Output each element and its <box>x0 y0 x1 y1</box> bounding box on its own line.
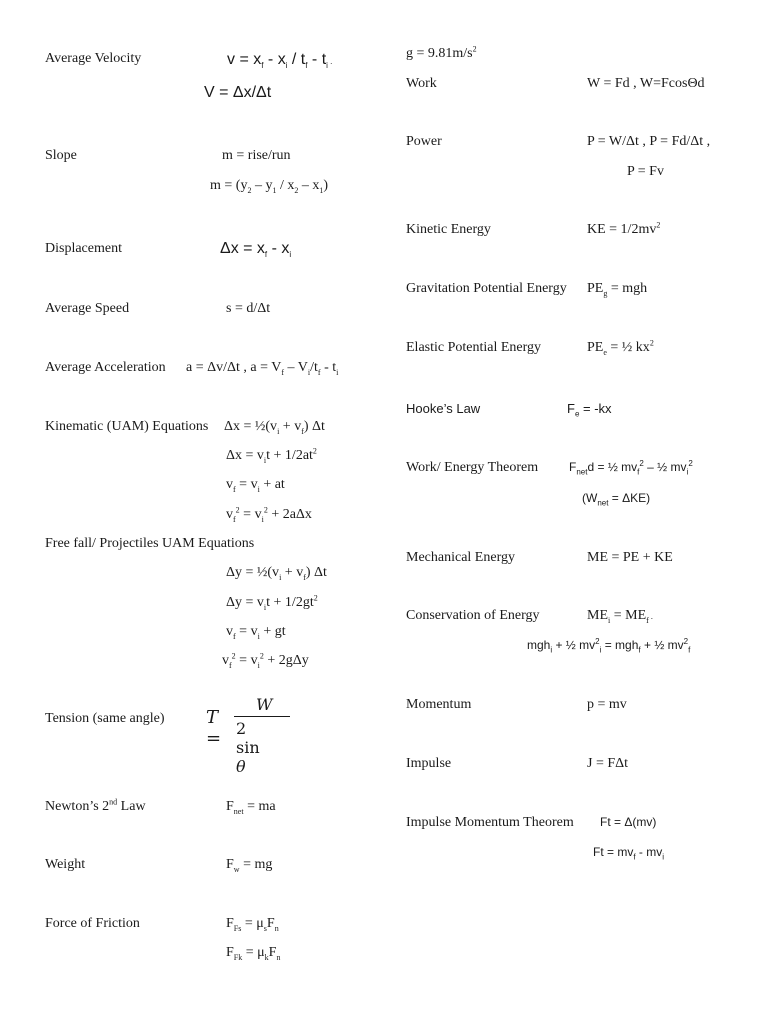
weight-label: Weight <box>45 857 86 872</box>
impulse-momentum-expanded: $Ft = mv_f - mv_i$ <box>593 845 665 862</box>
elastic-pe-label: Elastic Potential Energy <box>406 340 542 355</box>
power-formula: P = W/Δt , P = Fd/Δt , <box>587 134 711 149</box>
kinematic-equation-1: $\Delta x = \frac{1}{2}(v_i + v_f)$ Δt <box>224 419 325 436</box>
kinematic-equation-4: $v_f^2 = v_i^2 + 2a\Delta x$ <box>226 505 312 524</box>
tension-label: Tension (same angle) <box>45 711 165 726</box>
impulse-momentum-label: Impulse Momentum Theorem <box>406 815 574 830</box>
freefall-equation-1: $\Delta y = \frac{1}{2}(v_i + v_f)$ Δt <box>226 565 327 582</box>
kinematic-equation-3: $v_f = v_i$ + at <box>226 477 285 494</box>
impulse-momentum-formula: Ft = Δ(mv) <box>600 815 657 829</box>
tension-lhs: T = <box>206 707 222 749</box>
hookes-law-label: Hooke’s Law <box>406 401 481 416</box>
gravity-constant: $g = 9.81m/s^2$ <box>406 44 477 61</box>
kinetic-friction-formula: $F_{Fk} = \mu_kF_n$ <box>226 945 281 962</box>
power-label: Power <box>406 134 442 149</box>
impulse-formula: J = FΔt <box>587 756 629 771</box>
freefall-equation-2: $\Delta y = v_it + 1/2gt^2$ <box>226 593 318 612</box>
displacement-formula: $\Delta x = x_f - x_i$ <box>220 240 292 260</box>
work-energy-theorem-label: Work/ Energy Theorem <box>406 460 539 475</box>
average-acceleration-label: Average Acceleration <box>45 360 166 375</box>
kinematic-equation-2: $\Delta x = v_it + 1/2at^2$ <box>226 446 317 465</box>
conservation-energy-formula: $ME_i = ME_f$ . <box>587 608 653 625</box>
work-energy-theorem-short: $(W_{net} = \Delta KE)$ <box>582 491 651 508</box>
power-formula-velocity: P = Fv <box>627 164 664 179</box>
conservation-energy-expanded: mgh$_i$ + ½ $mv^2_i = mgh_f$ + ½ $mv^2_f$ <box>527 637 691 655</box>
average-velocity-label: Average Velocity <box>45 51 142 66</box>
average-velocity-formula-delta: V = Δx/Δt <box>204 84 272 101</box>
momentum-formula: p = mv <box>587 697 627 712</box>
freefall-equation-4: $v_f^2 = v_i^2 + 2g\Delta y$ <box>222 651 309 670</box>
conservation-energy-label: Conservation of Energy <box>406 608 540 623</box>
static-friction-formula: $F_{Fs} = \mu_sF_n$ <box>226 916 279 933</box>
momentum-label: Momentum <box>406 697 472 712</box>
newton-second-law-label: Newton’s 2nd Law <box>45 797 146 814</box>
elastic-pe-formula: $PE_e$ = ½ $kx^2$ <box>587 338 654 357</box>
work-energy-theorem-formula: $F_{net}d$ = ½ $mv_f^2$ – ½ $mv_i^2$ <box>569 459 693 477</box>
gravitational-pe-formula: $PE_g$ = mgh <box>587 281 648 298</box>
kinetic-energy-label: Kinetic Energy <box>406 222 491 237</box>
newton-second-law-formula: $F_{net}$ = ma <box>226 799 276 816</box>
kinetic-energy-formula: KE = $1/2mv^2$ <box>587 220 661 237</box>
mechanical-energy-label: Mechanical Energy <box>406 550 515 565</box>
average-velocity-formula: $v = x_f - x_i / t_f - t_i$ . <box>227 51 333 71</box>
work-formula: W = Fd , W=FcosΘd <box>587 76 705 91</box>
fraction-bar <box>234 716 290 717</box>
slope-formula-rise-run: m = rise/run <box>222 148 291 163</box>
average-speed-formula: s = d/Δt <box>226 301 271 316</box>
work-label: Work <box>406 76 437 91</box>
weight-formula: $F_w$ = mg <box>226 857 273 874</box>
displacement-label: Displacement <box>45 241 122 256</box>
tension-numerator: W <box>256 695 273 714</box>
hookes-law-formula: $F_e = -kx$ <box>567 401 612 419</box>
slope-formula-points: $m = (y_2 - y_1 / x_2 - x_1)$ <box>210 178 329 195</box>
gravitational-pe-label: Gravitation Potential Energy <box>406 281 567 296</box>
average-speed-label: Average Speed <box>45 301 130 316</box>
freefall-equations-label: Free fall/ Projectiles UAM Equations <box>45 536 255 551</box>
mechanical-energy-formula: ME = PE + KE <box>587 550 673 565</box>
freefall-equation-3: $v_f = v_i$ + gt <box>226 624 286 641</box>
impulse-label: Impulse <box>406 756 452 771</box>
tension-denominator: 2 sin θ <box>236 719 260 776</box>
kinematic-equations-label: Kinematic (UAM) Equations <box>45 419 209 434</box>
friction-label: Force of Friction <box>45 916 140 931</box>
slope-label: Slope <box>45 148 77 163</box>
average-acceleration-formula: a = Δv/Δt , $a = V_f - V_i/t_f - t_i$ <box>186 360 339 377</box>
